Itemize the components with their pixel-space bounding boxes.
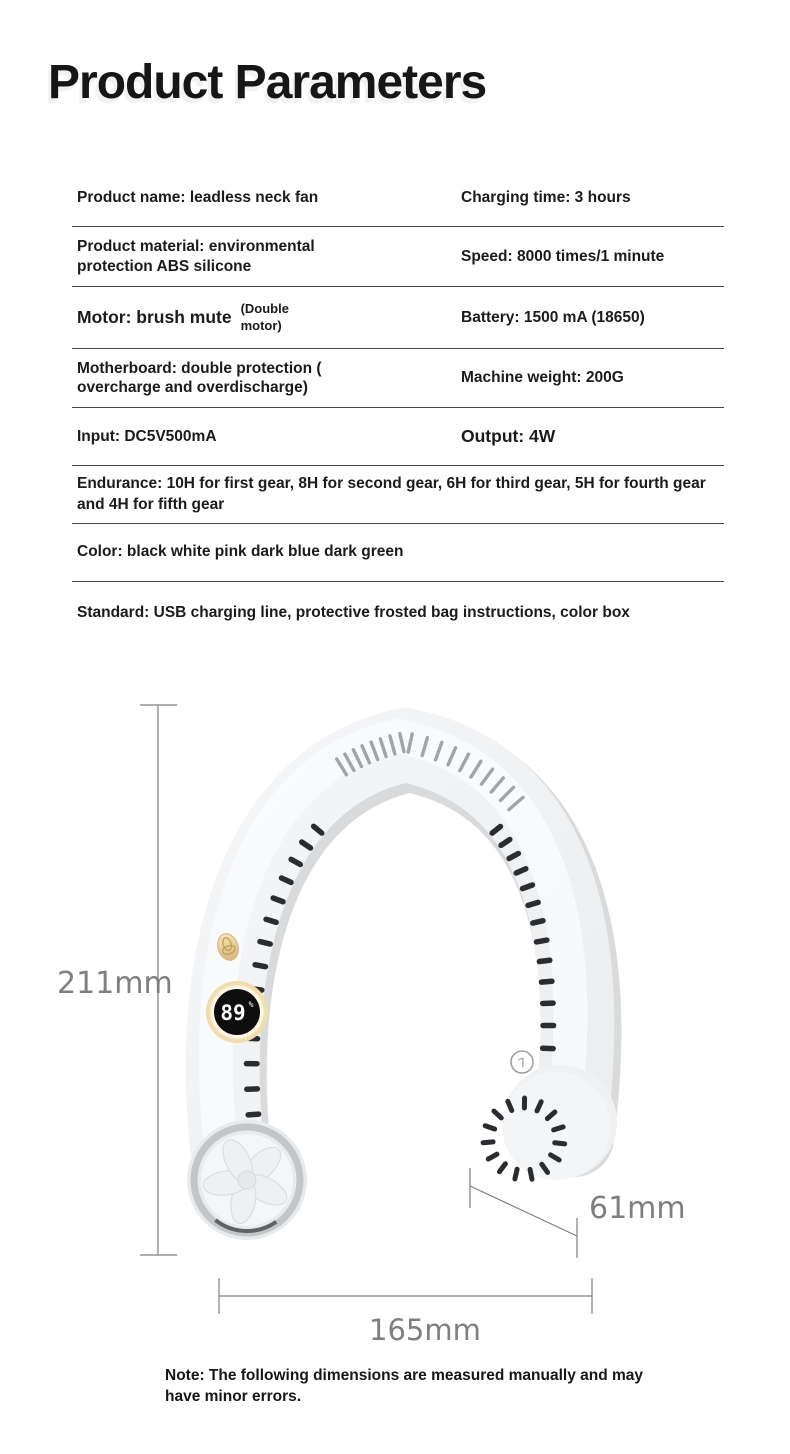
spec-product-name: Product name: leadless neck fan xyxy=(77,189,319,207)
spec-charging-time: Charging time: 3 hours xyxy=(461,189,631,207)
neck-fan xyxy=(176,731,617,1251)
spec-weight: Machine weight: 200G xyxy=(461,369,624,387)
table-row xyxy=(72,582,724,644)
spec-input: Input: DC5V500mA xyxy=(77,427,217,445)
spec-motor-main: Motor: brush mute xyxy=(77,306,232,327)
display-unit: % xyxy=(248,1000,254,1009)
table-row xyxy=(72,227,724,287)
spec-table xyxy=(72,170,724,644)
spec-motherboard: Motherboard: double protection ( overcharge and overdischarge) xyxy=(77,359,322,396)
spec-color: Color: black white pink dark blue dark green xyxy=(77,543,404,561)
spec-motor xyxy=(72,301,461,335)
battery-display xyxy=(206,981,268,1043)
height-dimension xyxy=(57,705,177,1255)
spec-motor-note: (Double motor) xyxy=(240,300,289,333)
display-value: 89 xyxy=(220,1001,246,1025)
product-image xyxy=(0,690,790,1350)
spec-standard: Standard: USB charging line, protective frosted bag instructions, color box xyxy=(77,603,630,621)
table-row xyxy=(72,408,724,466)
table-row xyxy=(72,524,724,582)
spec-output: Output: 4W xyxy=(461,425,556,446)
spec-material: Product material: environmental protection ABS silicone xyxy=(77,238,315,275)
width-dimension-label: 165mm xyxy=(369,1313,481,1347)
spec-endurance: Endurance: 10H for first gear, 8H for second gear, 6H for third gear, 5H for fourth gear and 4H for fifth gear xyxy=(77,474,706,513)
spec-battery: Battery: 1500 mA (18650) xyxy=(461,308,645,326)
table-row xyxy=(72,349,724,408)
page-title: Product Parameters xyxy=(48,56,487,109)
table-row xyxy=(72,170,724,227)
outlet-dimension-label: 61mm xyxy=(589,1191,686,1226)
circle-mark-glyph: 7 xyxy=(516,1055,529,1071)
width-dimension xyxy=(219,1278,592,1347)
height-dimension-label: 211mm xyxy=(57,966,173,1001)
measurement-note: Note: The following dimensions are measured manually and may have minor errors. xyxy=(165,1367,644,1405)
table-row xyxy=(72,287,724,349)
table-row xyxy=(72,466,724,524)
outlet-dimension xyxy=(470,1168,686,1258)
spec-speed: Speed: 8000 times/1 minute xyxy=(461,247,665,265)
